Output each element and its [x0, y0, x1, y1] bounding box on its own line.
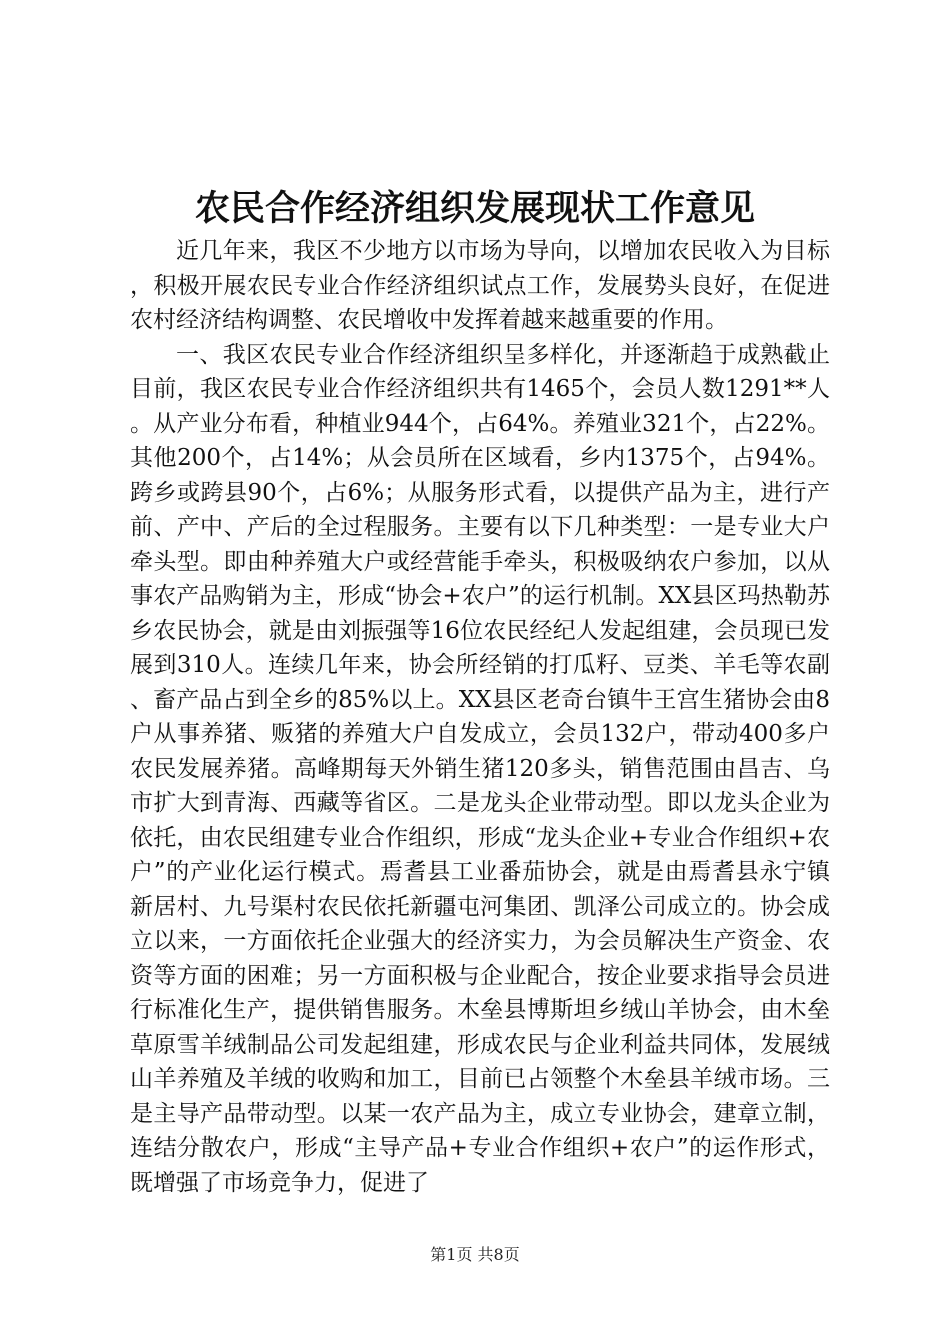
document-body [130, 234, 830, 1200]
paragraph-intro: 近几年来，我区不少地方以市场为导向，以增加农民收入为目标，积极开展农民专业合作经济组织试点工作，发展势头良好，在促进农村经济结构调整、农民增收中发挥着越来越重要的作用。 [130, 238, 830, 333]
document-title: 农民合作经济组织发展现状工作意见 [194, 188, 755, 229]
paragraph-section-one: 一、我区农民专业合作经济组织呈多样化，并逐渐趋于成熟截止目前，我区农民专业合作经济组织共有1465个，会员人数1291**人。从产业分布看，种植业944个，占64%。养殖业321个，占22%。其他200个，占14%；从会员所在区域看，乡内1375个，占94%。跨乡或跨县90个，占6%；从服务形式看，以提供产品为主，进行产前、产中、产后的全过程服务。主要有以下几种类型：一是专业大户牵头型。即由种养殖大户或经营能手牵头，积极吸纳农户参加，以从事农产品购销为主，形成“协会+农户”的运行机制。XX县区玛热勒苏乡农民协会，就是由刘振强等16位农民经纪人发起组建，会员现已发展到310人。连续几年来，协会所经销的打瓜籽、豆类、羊毛等农副、畜产品占到全乡的85%以上。XX县区老奇台镇牛王宫生猪协会由8户从事养猪、贩猪的养殖大户自发成立，会员132户，带动400多户农民发展养猪。高峰期每天外销生猪120多头，销售范围由昌吉、乌市扩大到青海、西藏等省区。二是龙头企业带动型。即以龙头企业为依托，由农民组建专业合作组织，形成“龙头企业+专业合作组织+农户”的产业化运行模式。焉耆县工业番茄协会，就是由焉耆县永宁镇新居村、九号渠村农民依托新疆屯河集团、凯泽公司成立的。协会成立以来，一方面依托企业强大的经济实力，为会员解决生产资金、农资等方面的困难；另一方面积极与企业配合，按企业要求指导会员进行标准化生产，提供销售服务。木垒县博斯坦乡绒山羊协会，由木垒草原雪羊绒制品公司发起组建，形成农民与企业利益共同体，发展绒山羊养殖及羊绒的收购和加工，目前已占领整个木垒县羊绒市场。三是主导产品带动型。以某一农产品为主，成立专业协会，建章立制，连结分散农户，形成“主导产品+专业合作组织+农户”的运作形式，既增强了市场竞争力，促进了 [130, 341, 830, 1196]
page-number-footer: 第1页 共8页 [430, 1245, 520, 1264]
